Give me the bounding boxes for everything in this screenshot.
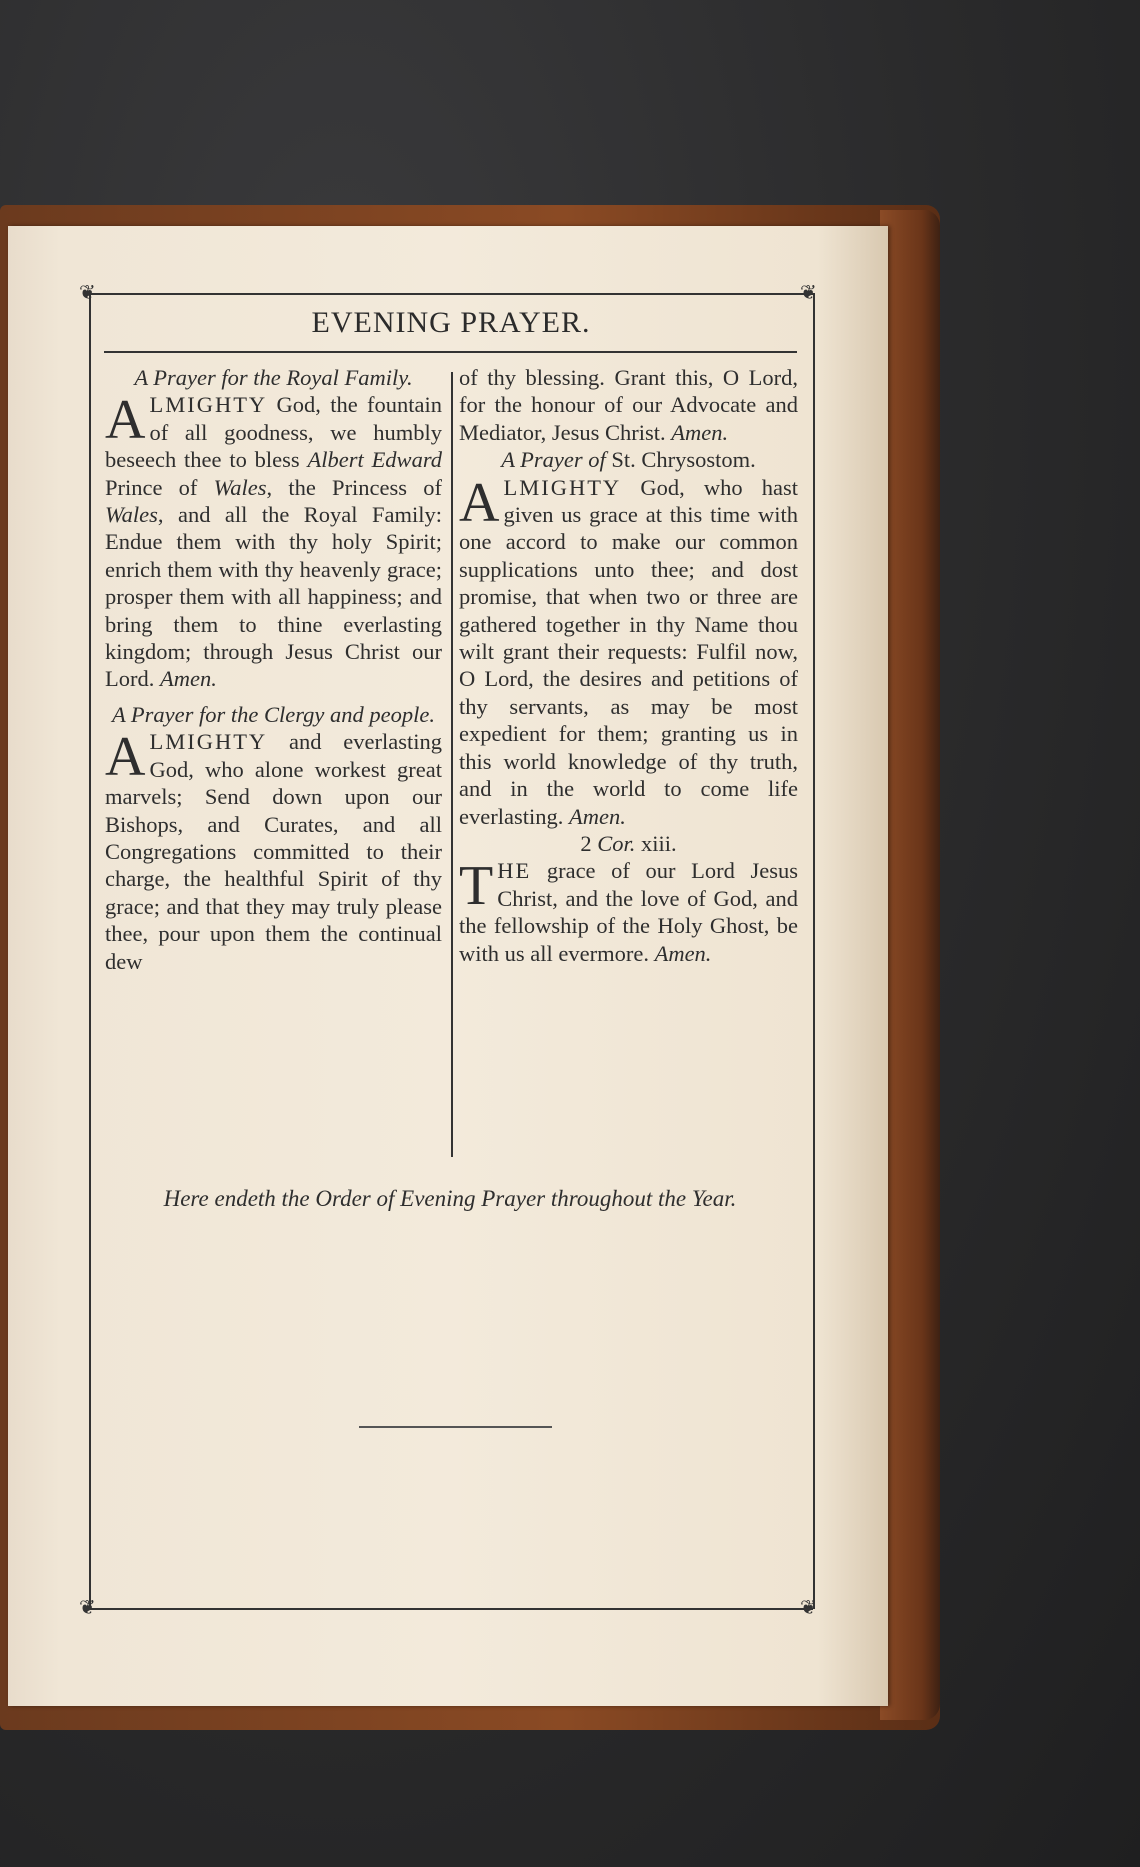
right-column	[459, 364, 798, 967]
prayer-chrysostom-body: ALMIGHTY God, who hast given us grace at this time with one accord to make our common supplications unto thee; and dost promise, that when two or three are gathered together in thy Name thou wilt grant their requests: Fulfil now, O Lord, the desires and petitions of thy servants, as may be most expedient for them; granting us in this world knowledge of thy truth, and in the world to come life everlasting. Amen.	[459, 471, 798, 829]
page-title: EVENING PRAYER.	[311, 306, 591, 339]
prayer-royal-family-title: A Prayer for the Royal Family.	[134, 365, 413, 390]
drop-cap: A	[459, 471, 500, 534]
grace-body: THE grace of our Lord Jesus Christ, and the love of God, and the fellowship of the Holy Ghost, be with us all evermore. Amen.	[459, 855, 798, 966]
ornament-top-left-icon: ❦	[79, 282, 96, 304]
ornament-top-right-icon: ❦	[800, 282, 817, 304]
drop-cap: A	[105, 726, 146, 789]
prayer-clergy-title: A Prayer for the Clergy and people.	[111, 701, 436, 727]
drop-cap: A	[105, 389, 146, 452]
ornament-bottom-right-icon: ❦	[800, 1597, 817, 1619]
prayer-chrysostom-title: A Prayer of St. Chrysostom.	[501, 447, 756, 473]
ornament-bottom-left-icon: ❦	[79, 1597, 96, 1619]
scripture-reference: 2 Cor. xiii.	[580, 830, 677, 856]
column-divider	[451, 372, 453, 1157]
book-spine	[880, 210, 940, 1720]
drop-cap: T	[459, 855, 494, 918]
left-column	[105, 364, 442, 975]
closing-note: Here endeth the Order of Evening Prayer throughout the Year.	[163, 1186, 737, 1211]
prayer-clergy-continued: of thy blessing. Grant this, O Lord, for the honour of our Advocate and Mediator, Jesus Christ. Amen.	[459, 365, 798, 445]
header-rule	[104, 351, 797, 353]
prayer-royal-family-body: ALMIGHTY God, the fountain of all goodness, we humbly beseech thee to bless Albert Edward Prince of Wales, the Princess of Wales, and all the Royal Family: Endue them with thy holy Spirit; enrich them with thy heavenly grace; prosper them with all happiness; and bring them to thine everlasting kingdom; through Jesus Christ our Lord. Amen.	[105, 389, 442, 692]
prayer-clergy-body: ALMIGHTY and everlasting God, who alone workest great marvels; Send down upon our Bishops, and Curates, and all Congregations committed to their charge, the healthful Spirit of thy grace; and that they may truly please thee, pour upon them the continual dew	[105, 726, 442, 974]
closing-rule	[359, 1426, 552, 1428]
